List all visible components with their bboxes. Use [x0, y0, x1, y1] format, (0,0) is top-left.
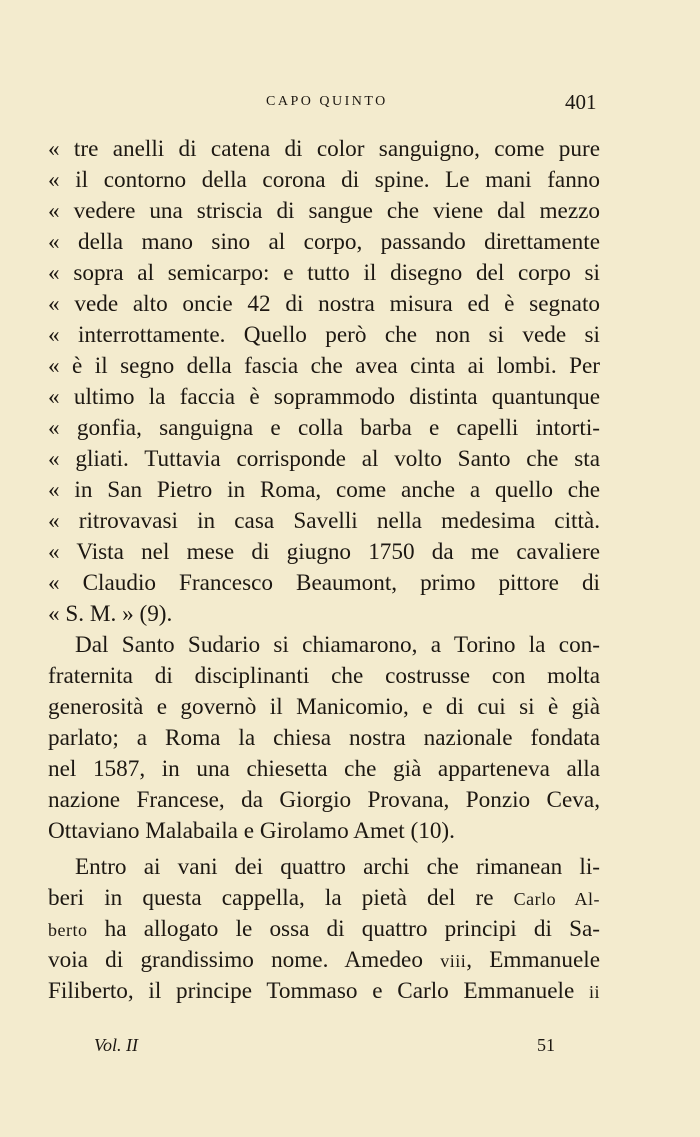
- text-line: Entro ai vani dei quattro archi che rimanean li-: [75, 854, 600, 880]
- page-footer: [0, 1035, 700, 1061]
- text-line: « interrottamente. Quello però che non si vede si: [48, 322, 600, 348]
- small-caps-numeral: ii: [589, 982, 601, 1002]
- text-line: generosità e governò il Manicomio, e di cui si è già: [48, 694, 600, 720]
- text-line: [48, 914, 600, 945]
- page-number: 401: [565, 90, 597, 114]
- text-line: « vede alto oncie 42 di nostra misura ed è segnato: [48, 291, 600, 317]
- text-line: « Claudio Francesco Beaumont, primo pittore di: [48, 570, 600, 596]
- text-line: fraternita di disciplinanti che costrusse con molta: [48, 663, 600, 689]
- text-line: « il contorno della corona di spine. Le mani fanno: [48, 167, 600, 193]
- volume-signature: Vol. II: [94, 1035, 138, 1055]
- text-fragment: voia di grandissimo nome. Amedeo: [48, 947, 423, 973]
- text-fragment: ha allogato le ossa di quattro principi di Sa-: [104, 916, 601, 942]
- text-line: nazione Francese, da Giorgio Provana, Ponzio Ceva,: [48, 787, 600, 813]
- gathering-signature: 51: [537, 1035, 555, 1055]
- text-line: « ritrovavasi in casa Savelli nella medesima città.: [48, 508, 600, 534]
- page-body: [48, 134, 600, 1007]
- text-line: « vedere una striscia di sangue che viene dal mezzo: [48, 198, 600, 224]
- page-header: [0, 90, 700, 120]
- small-caps-numeral: viii: [440, 951, 467, 971]
- text-line: Ottaviano Malabaila e Girolamo Amet (10).: [48, 818, 455, 844]
- text-line: Dal Santo Sudario si chiamarono, a Torino la con-: [75, 632, 600, 658]
- text-line: [48, 945, 600, 976]
- text-line: « tre anelli di catena di color sanguigno, come pure: [48, 136, 600, 162]
- text-line: « ultimo la faccia è soprammodo distinta quantunque: [48, 384, 600, 410]
- small-caps-name: berto: [48, 920, 88, 940]
- text-line: « è il segno della fascia che avea cinta ai lombi. Per: [48, 353, 600, 379]
- text-line: « gliati. Tuttavia corrisponde al volto Santo che sta: [48, 446, 600, 472]
- text-line: [48, 883, 600, 914]
- running-title: CAPO QUINTO: [266, 94, 388, 109]
- text-line: parlato; a Roma la chiesa nostra nazionale fondata: [48, 725, 600, 751]
- small-caps-name: Carlo Al-: [513, 889, 601, 909]
- text-line: « gonfia, sanguigna e colla barba e capelli intorti-: [48, 415, 600, 441]
- text-line: « Vista nel mese di giugno 1750 da me cavaliere: [48, 539, 600, 565]
- text-line: « S. M. » (9).: [48, 601, 173, 627]
- text-fragment: , Emmanuele: [466, 947, 600, 973]
- text-line: « della mano sino al corpo, passando direttamente: [48, 229, 600, 255]
- text-line: « in San Pietro in Roma, come anche a quello che: [48, 477, 600, 503]
- text-line: nel 1587, in una chiesetta che già apparteneva alla: [48, 756, 600, 782]
- text-line: [48, 976, 600, 1007]
- text-fragment: beri in questa cappella, la pietà del re: [48, 885, 494, 911]
- text-fragment: Filiberto, il principe Tommaso e Carlo Emmanuele: [48, 978, 575, 1004]
- text-line: « sopra al semicarpo: e tutto il disegno del corpo si: [48, 260, 600, 286]
